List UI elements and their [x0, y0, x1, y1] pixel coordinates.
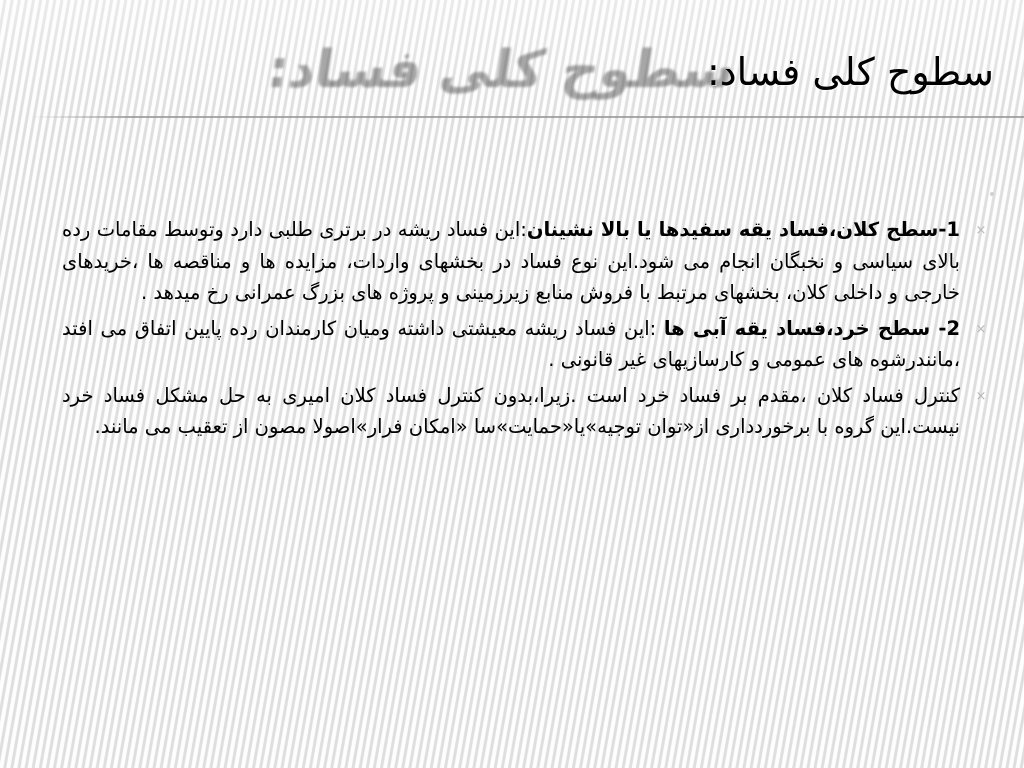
bullet-x-icon: × — [975, 223, 987, 238]
bullet-paragraph-1 — [62, 214, 987, 309]
decorative-dot — [990, 192, 994, 196]
bullet-paragraph-2 — [62, 313, 987, 376]
slide-body — [62, 214, 987, 447]
title-area — [0, 0, 1024, 118]
bullet-x-icon: × — [975, 388, 987, 404]
bullet-x-icon: × — [975, 321, 987, 337]
title-divider — [30, 116, 1024, 118]
paragraph-1-heading: 1-سطح کلان،فساد یقه سفیدها یا بالا نشینان — [526, 218, 960, 241]
title-reflection: سطوح کلی فساد: — [263, 40, 739, 100]
paragraph-3-text: کنترل فساد کلان ،مقدم بر فساد خرد است .زیرا،بدون کنترل فساد کلان امیری به حل مشکل فساد خرد نیست.این گروه با برخوردداری از«توان توجیه»یا«حمایت»سا «امکان فرار»اصولا مصون از تعقیب می مانند. — [62, 383, 960, 438]
paragraph-2-heading: 2- سطح خرد،فساد یقه آبی ها — [663, 316, 961, 340]
slide-title: سطوح کلی فساد: — [706, 50, 994, 94]
paragraph-1-text: :این فساد ریشه در برتری طلبی دارد وتوسط مقامات رده بالای سیاسی و نخبگان انجام می شود.این نوع فساد در بخشهای واردات، مزایده ها و مناقصه ها ،خریدهای خارجی و داخلی کلان، بخشهای مرتبط با فروش منابع زیرزمینی و پروژه های بزرگ عمرانی رخ میدهد . — [62, 218, 960, 304]
bullet-paragraph-3 — [62, 380, 987, 443]
paragraph-2-text: :این فساد ریشه معیشتی داشته ومیان کارمندان رده پایین اتفاق می افتد ،مانندرشوه های عمومی و کارسازیهای غیر قانونی . — [62, 316, 960, 371]
